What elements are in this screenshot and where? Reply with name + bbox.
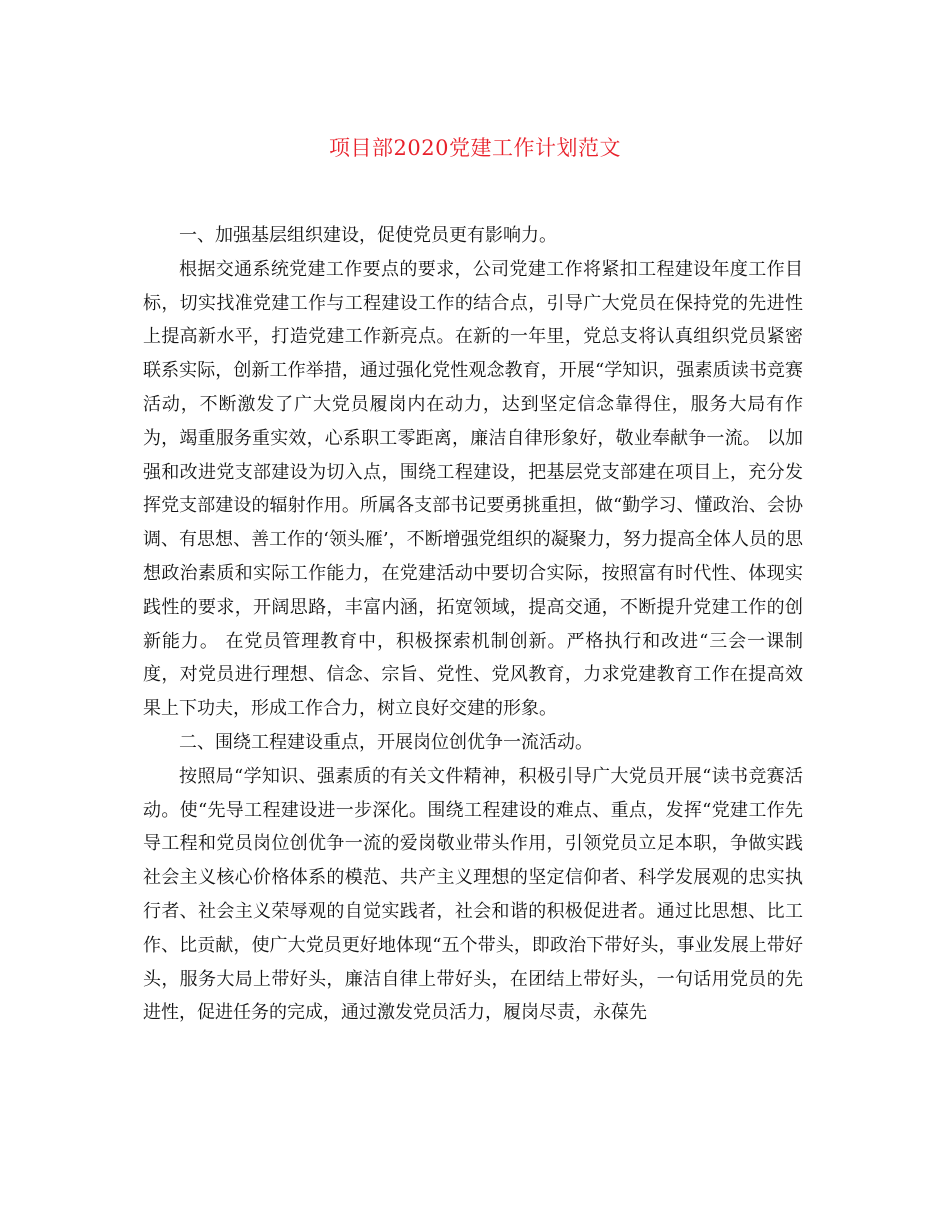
paragraph-2: 按照局“学知识、强素质的有关文件精神，积极引导广大党员开展“读书竞赛活动。使“先导工程建设进一步深化。围绕工程建设的难点、重点，发挥“党建工作先导工程和党员岗位创优争一流的爱岗敬业带头作用，引领党员立足本职，争做实践社会主义核心价格体系的模范、共产主义理想的坚定信仰者、科学发展观的忠实执行者、社会主义荣辱观的自觉实践者，社会和谐的积极促进者。通过比思想、比工作、比贡献，使广大党员更好地体现“五个带头，即政治下带好头，事业发展上带好头，服务大局上带好头，廉洁自律上带好头，在团结上带好头，一句话用党员的先进性，促进任务的完成，通过激发党员活力，履岗尽责，永葆先 bbox=[143, 765, 803, 1024]
document-title: 项目部2020党建工作计划范文 bbox=[329, 136, 621, 160]
document-body bbox=[143, 219, 803, 1030]
section-heading-2: 二、围绕工程建设重点，开展岗位创优争一流活动。 bbox=[179, 731, 593, 753]
paragraph-1: 根据交通系统党建工作要点的要求，公司党建工作将紧扣工程建设年度工作目标，切实找准党建工作与工程建设工作的结合点，引导广大党员在保持党的先进性上提高新水平，打造党建工作新亮点。在新的一年里，党总支将认真组织党员紧密联系实际，创新工作举措，通过强化党性观念教育，开展“学知识，强素质读书竞赛活动，不断激发了广大党员履岗内在动力，达到坚定信念靠得住，服务大局有作为，竭重服务重实效，心系职工零距离，廉洁自律形象好，敬业奉献争一流。 以加强和改进党支部建设为切入点，围绕工程建设，把基层党支部建在项目上，充分发挥党支部建设的辐射作用。所属各支部书记要勇挑重担，做“勤学习、懂政治、会协调、有思想、善工作的‘领头雁’，不断增强党组织的凝聚力，努力提高全体人员的思想政治素质和实际工作能力，在党建活动中要切合实际，按照富有时代性、体现实践性的要求，开阔思路，丰富内涵，拓宽领域，提高交通，不断提升党建工作的创新能力。 在党员管理教育中，积极探索机制创新。严格执行和改进“三会一课制度，对党员进行理想、信念、宗旨、党性、党风教育，力求党建教育工作在提高效果上下功夫，形成工作合力，树立良好交建的形象。 bbox=[143, 258, 803, 720]
section-heading-1: 一、加强基层组织建设，促使党员更有影响力。 bbox=[179, 225, 557, 246]
